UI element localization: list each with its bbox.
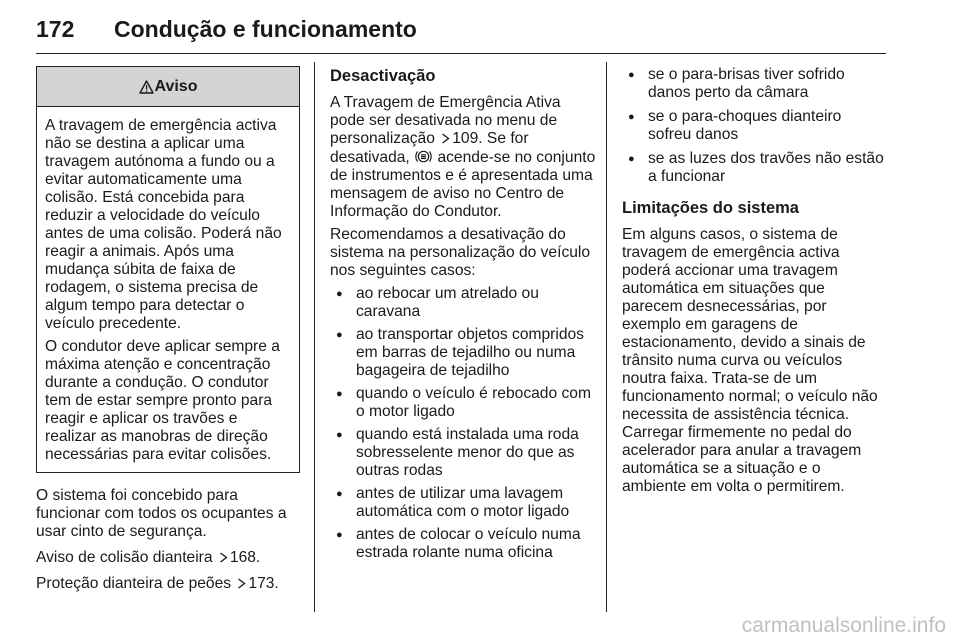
page-header (36, 14, 886, 54)
cross-reference-line: Aviso de colisão dianteira 168. (36, 549, 261, 566)
page-reference-link[interactable]: 173. (248, 575, 279, 592)
section-heading-limitations: Limitações do sistema (622, 199, 799, 217)
warning-paragraph: O condutor deve aplicar sempre a máxima atenção e concentração durante a condução. O condutor tem de estar sempre pronto para reagir e aplicar os travões e realizar as manobras de direção necessárias para evitar colisões. (45, 338, 280, 463)
column-divider (314, 62, 315, 612)
cross-reference-line: Proteção dianteira de peões 173. (36, 575, 279, 592)
warning-header (37, 67, 299, 107)
list-item: ● quando está instalada uma roda sobresselente menor do que as outras rodas (330, 426, 596, 480)
brake-system-off-indicator-icon (415, 148, 432, 165)
list-item: ● ao rebocar um atrelado ou caravana (330, 285, 596, 321)
deactivation-cases-list-continued (622, 66, 888, 186)
list-item: ● ao transportar objetos compridos em barras de tejadilho ou numa bagageira de tejadilho (330, 326, 596, 380)
page-reference-link[interactable]: 168. (229, 549, 261, 566)
system-notes (36, 487, 300, 593)
warning-paragraph: A travagem de emergência activa não se destina a aplicar uma travagem autónoma a fundo ou a evitar automaticamente uma colisão. Está concebida para reduzir a velocidade do veículo antes de uma colisão. Poderá não reagir a animais. Após uma mudança súbita de faixa de rodagem, o sistema precisa de algum tempo para detectar o veículo precedente. (45, 117, 282, 332)
list-item: ● antes de utilizar uma lavagem automática com o motor ligado (330, 485, 596, 521)
warning-body (37, 107, 299, 472)
reference-arrow-icon (237, 578, 246, 589)
chapter-title: Condução e funcionamento (114, 16, 417, 42)
seatbelt-note: O sistema foi concebido para funcionar com todos os ocupantes a usar cinto de segurança. (36, 487, 287, 540)
limitations-paragraph: Em alguns casos, o sistema de travagem de emergência activa poderá accionar uma travagem automática em situações que parecem desnecessárias, por exemplo em garagens de estacionamento, devido a sinais de trânsito numa curva ou veículos noutra faixa. Trata-se de um funcionamento normal; o veículo não necessita de assistência técnica. Carregar firmemente no pedal do acelerador para anular a travagem automática se a situação e o ambiente em volta o permitirem. (622, 226, 878, 495)
section-heading-deactivation: Desactivação (330, 67, 436, 85)
list-item: ● antes de colocar o veículo numa estrada rolante numa oficina (330, 526, 596, 562)
watermark: carmanualsonline.info (741, 614, 946, 637)
list-item: ● se as luzes dos travões não estão a funcionar (622, 150, 888, 186)
list-item: ● se o para-brisas tiver sofrido danos perto da câmara (622, 66, 888, 102)
page-reference-link[interactable]: 109. Se for (452, 130, 529, 147)
list-item: ● quando o veículo é rebocado com o motor ligado (330, 385, 596, 421)
reference-arrow-icon (441, 133, 450, 144)
deactivation-cases-list (330, 285, 596, 562)
column-left (36, 66, 300, 601)
deactivation-recommendation: Recomendamos a desativação do sistema na personalização do veículo nos seguintes casos: (330, 226, 591, 279)
list-item: ● se o para-choques dianteiro sofreu danos (622, 108, 888, 144)
reference-arrow-icon (219, 552, 228, 563)
warning-triangle-icon (139, 80, 154, 94)
page-number: 172 (36, 16, 75, 42)
column-right (622, 66, 888, 501)
column-middle (330, 66, 596, 567)
warning-box (36, 66, 300, 473)
deactivation-paragraph: A Travagem de Emergência Ativa pode ser desativada no menu de personalização 109. Se for desativada, acende-se no conjunto de instrumentos e é apresentada uma mensagem de aviso no Centro de Informação do Condutor. (330, 94, 596, 220)
warning-title: Aviso (154, 77, 198, 95)
column-divider (606, 62, 607, 612)
